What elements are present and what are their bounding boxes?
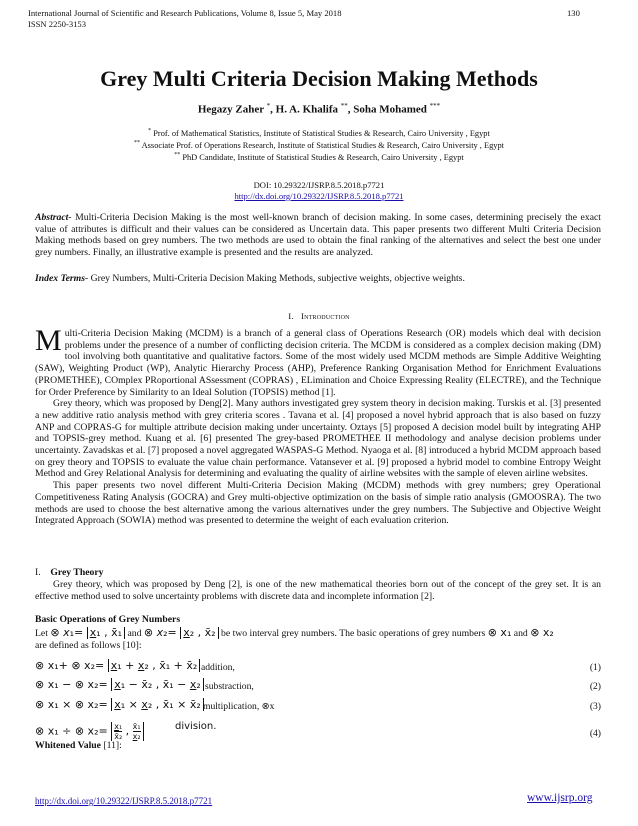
whitened-label: Whitened Value [35,740,101,751]
whitened-value-heading [35,740,122,751]
grey-x1-formula: ⊗ x₁= x₁ , x̄₁ [50,626,125,639]
paper-title: Grey Multi Criteria Decision Making Methods [100,66,538,91]
abstract-text: Multi-Criteria Decision Making is the most well-known branch of decision making. In some cases, determining precisely the exact value of attributes is difficult and their values can be considered as Uncertain data. This paper presents two different Multi Criteria Decision Making methods based on grey numbers. The two methods are used to obtain the final ranking of the alternatives and select the best one under grey numbers. Finally, an illustrative example is presented and the results are analyzed. [35,212,601,259]
operation-name: division. [175,721,217,732]
footer-site-link[interactable]: www.ijsrp.org [527,792,593,804]
drop-cap: M [35,324,62,357]
subtraction-formula: ⊗ x₁ − ⊗ x₂= x₁ − x̄₂ , x̄₁ − x₂ [35,678,204,691]
equation-number: (2) [589,681,601,692]
operation-name: addition, [201,662,235,673]
division-formula: ⊗ x₁ ÷ ⊗ x₂= $\frac{\text{x₁}}{\text{x̄₂}}$ , $\frac{\text{x̄₁}}{\text{x₂}}$ [35,722,144,741]
index-terms-label: Index Terms- [35,273,89,284]
journal-name: International Journal of Scientific and Research Publications, Volume 8, Issue 5, May 2018 [28,8,342,18]
affiliation-mark: * [148,128,152,134]
basic-operations-heading: Basic Operations of Grey Numbers [35,614,181,625]
section-heading-introduction [0,311,638,321]
grey-x2-symbol: ⊗ x₂ [530,626,554,639]
index-terms [35,273,601,285]
equation-number: (4) [589,728,601,739]
author-mark: ** [340,102,348,110]
multiplication-tail: ⊗x [261,701,275,712]
page-number: 130 [567,8,580,18]
addition-formula: ⊗ x₁+ ⊗ x₂= x₁ + x₂ , x̄₁ + x̄₂ [35,659,200,672]
equation-number: (3) [589,701,601,712]
intro-paragraph-1: ulti-Criteria Decision Making (MCDM) is a branch of a general class of Operations Research (OR) models which deal with decision problems under the presence of a number of conflicting decision criteria. The MCDM is considered as a complex decision making (DM) tool involving both quantitative and qualitative factors. Some of the most widely used MCDM methods are Simple Additive Weighting (SAW), Weighting Product (WP), Analytic Hierarchy Process (AHP), Preference Ranking Organisation Method for Enrichment Evaluations (PROMETHEE), COmplex PRoportional ASsessment (COPRAS) , ELimination and Choice Expressing Reality (ELECTRE), and the Technique for Order Preference by Similarity to an Ideal Solution (TOPSIS) method [1]. [35,328,601,398]
affiliation-text: Associate Prof. of Operations Research, Institute of Statistical Studies & Research, Cairo University , Egypt [141,140,504,150]
affiliation-mark: ** [133,140,140,146]
let-word: Let [35,628,48,639]
section-heading-grey-theory [35,567,104,578]
doi-link[interactable]: http://dx.doi.org/10.29322/IJSRP.8.5.2018.p7721 [234,191,404,201]
and-word: and [127,628,142,639]
operations-sentence: be two interval grey numbers. The basic operations of grey numbers [218,628,486,639]
and-word: and [513,628,528,639]
intro-body [35,324,601,527]
author-name: , H. A. Khalifa [270,103,339,116]
doi-text: DOI: 10.29322/IJSRP.8.5.2018.p7721 [253,180,385,190]
intro-paragraph-3: This paper presents two novel different Multi-Criteria Decision Making (MCDM) methods with grey numbers; grey Operational Competitiveness Rating Analysis (GOCRA) and Grey multi-objective optimization on the basis of simple ratio analysis (GMOOSRA). The two methods are used to choose the best alternative among the various alternatives under the grey numbers. The Subjective and Objective Weight Integrated Approach (SOWIA) method was presented to determine the weight of each evaluation criterion. [35,480,601,527]
abstract-label: Abstract- [35,212,72,223]
section-title: Grey Theory [50,567,104,578]
section-number: I. [288,311,294,321]
equation-subtraction [35,678,601,694]
equation-addition [35,659,601,675]
operation-name: substraction, [205,681,254,692]
intro-paragraph-2: Grey theory, which was proposed by Deng[2]. Many authors investigated grey system theory in decision making. Turskis et al. [3] presented a new additive ratio analysis method with grey criteria scores . Tavana et al. [4] proposed a novel hybrid approach that is also based on fuzzy ANP and COPRAS-G for multiple attribute decision making under uncertainty. Oztays [5] proposed A decision model built by integrating AHP and TOPSIS-grey method. Kuang et al. [6] presented The grey-based PROMETHEE II methodology and analyse decision problems under uncertainty. Zavadskas et al. [7] proposed a novel aggregated WASPAS-G Method. Nyaoga et al. [8] introduced a hybrid MCDM approach based on grey theory and TOPSIS to evaluate the value chain performance. Vatansever et al. [9] proposed a hybrid model to combine Entropy Weight Method and Grey Relational Analysis for determining and evaluating the quality of airline websites with the sample of eleven airline websites. [35,398,601,480]
index-terms-text: Grey Numbers, Multi-Criteria Decision Making Methods, subjective weights, objective weights. [88,273,465,284]
basic-operations-intro [35,627,601,651]
doi-block [0,180,638,202]
author-name: , Soha Mohamed [347,103,427,116]
grey-theory-text [35,579,601,602]
running-header [28,8,342,30]
author-list [0,102,638,116]
author-mark: *** [429,102,441,110]
operation-name: multiplication, ⊗x [203,701,275,712]
defined-text: are defined as follows [10]: [35,639,142,651]
issn: ISSN 2250-3153 [28,19,87,29]
affiliation-text: Prof. of Mathematical Statistics, Institute of Statistical Studies & Research, Cairo University , Egypt [153,128,490,138]
affiliation-mark: ** [174,152,181,158]
equation-number: (1) [589,662,601,673]
author-mark: * [266,102,271,110]
affiliation [0,128,638,138]
affiliation [0,140,638,150]
section-number: I. [35,567,41,578]
grey-x1-symbol: ⊗ x₁ [487,626,512,639]
multiplication-formula: ⊗ x₁ × ⊗ x₂= x₁ × x₂ , x̄₁ × x̄₂ [35,698,204,711]
affiliation-text: PhD Candidate, Institute of Statistical Studies & Research, Cairo University , Egypt [182,152,464,162]
affiliation [0,152,638,162]
author-name: Hegazy Zaher [197,103,264,116]
grey-x2-formula: ⊗ x₂= x₂ , x̄₂ [144,626,219,639]
whitened-ref: [11]: [100,740,122,751]
grey-theory-paragraph: Grey theory, which was proposed by Deng [2], is one of the new mathematical theories born out of the concept of the grey set. It is an effective method used to solve uncertainty problems with discrete data and incomplete information [2]. [35,579,601,602]
section-title: Introduction [301,311,350,321]
footer-doi-link[interactable]: http://dx.doi.org/10.29322/IJSRP.8.5.2018.p7721 [35,796,213,806]
equation-multiplication [35,698,601,714]
abstract [35,212,601,259]
equation-division [35,716,601,742]
